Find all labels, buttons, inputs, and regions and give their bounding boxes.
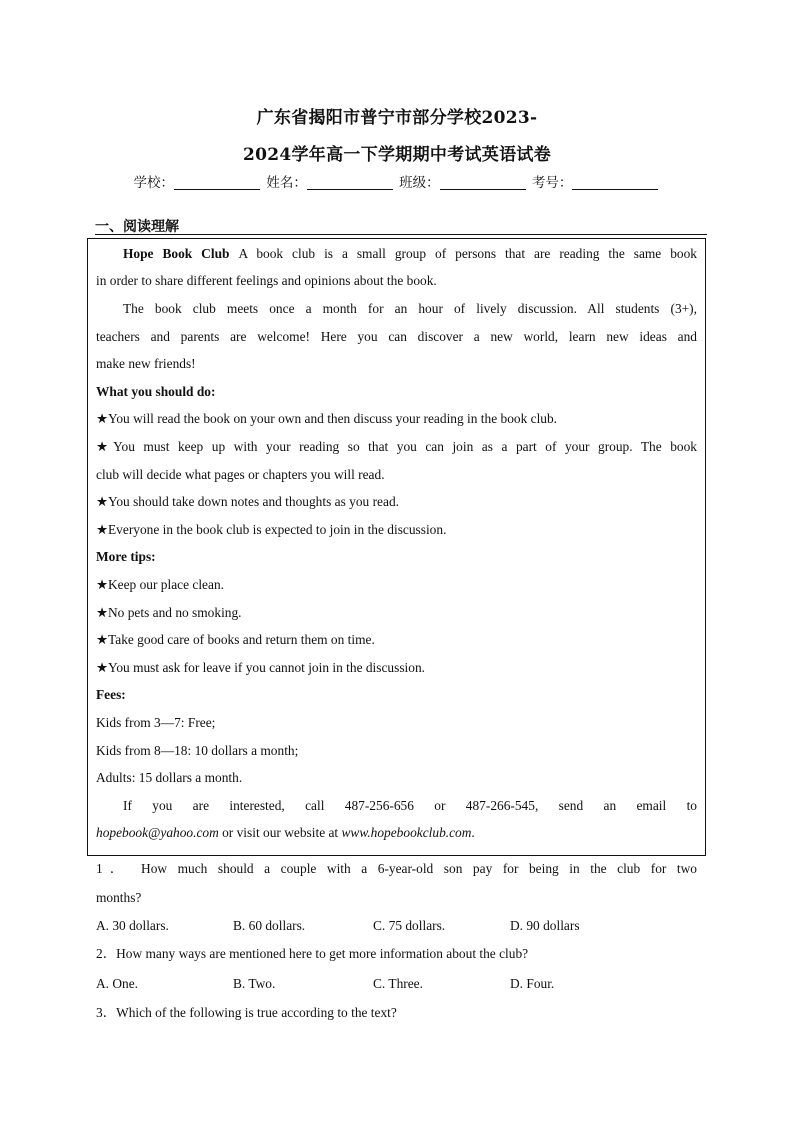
- student-info-row: [0, 171, 794, 191]
- question-1-option-c[interactable]: C. 75 dollars.: [373, 918, 446, 933]
- fee-kids-8-18: Kids from 8—18: 10 dollars a month;: [96, 743, 299, 758]
- do-item-3: ★You should take down notes and thoughts as you read.: [96, 494, 399, 509]
- fee-kids-3-7: Kids from 3—7: Free;: [96, 715, 216, 730]
- name-blank: [307, 175, 393, 190]
- tip-item-1: ★Keep our place clean.: [96, 577, 224, 592]
- tip-item-3: ★Take good care of books and return them on time.: [96, 632, 375, 647]
- question-1-option-d[interactable]: D. 90 dollars: [510, 918, 580, 933]
- exam-number-label: 考号：: [531, 175, 573, 191]
- do-item-2-line-1: ★You must keep up with your reading so that you can join as a part of your group. The book: [96, 439, 697, 454]
- do-item-2-line-2: club will decide what pages or chapters you will read.: [96, 467, 385, 482]
- section-divider: [95, 234, 707, 235]
- question-1-option-a[interactable]: A. 30 dollars.: [96, 918, 169, 933]
- club-website: www.hopebookclub.com: [341, 825, 472, 840]
- question-2-option-a[interactable]: A. One.: [96, 976, 139, 991]
- school-blank: [174, 175, 260, 190]
- club-name: Hope Book Club: [123, 246, 230, 261]
- section-heading: 一、阅读理解: [95, 219, 179, 235]
- passage-p1-line-2: in order to share different feelings and opinions about the book.: [96, 273, 437, 288]
- fee-adults: Adults: 15 dollars a month.: [96, 770, 243, 785]
- question-2-option-b[interactable]: B. Two.: [233, 976, 276, 991]
- passage-p2-line-3: make new friends!: [96, 356, 196, 371]
- question-2-stem: 2．How many ways are mentioned here to get more information about the club?: [96, 946, 529, 961]
- exam-title-line-1: 广东省揭阳市普宁市部分学校2023-: [256, 108, 538, 128]
- class-blank: [440, 175, 526, 190]
- question-1-stem-line-1: 1． How much should a couple with a 6-year-old son pay for being in the club for two: [96, 861, 697, 876]
- school-label: 学校：: [133, 175, 175, 191]
- contact-line-2: hopebook@yahoo.com or visit our website at www.hopebookclub.com.: [96, 825, 475, 840]
- question-1-stem-line-2: months?: [96, 890, 142, 905]
- passage-p2-line-1: The book club meets once a month for an hour of lively discussion. All students (3+),: [123, 301, 697, 316]
- do-item-4: ★Everyone in the book club is expected to join in the discussion.: [96, 522, 447, 537]
- exam-number-blank: [572, 175, 658, 190]
- question-3-stem: 3．Which of the following is true according to the text?: [96, 1005, 397, 1020]
- tips-heading: More tips:: [96, 549, 156, 564]
- tip-item-2: ★No pets and no smoking.: [96, 605, 242, 620]
- exam-title-line-2: 2024学年高一下学期期中考试英语试卷: [242, 145, 551, 165]
- do-item-1: ★You will read the book on your own and then discuss your reading in the book club.: [96, 411, 558, 426]
- question-1-option-b[interactable]: B. 60 dollars.: [233, 918, 306, 933]
- question-2-option-c[interactable]: C. Three.: [373, 976, 423, 991]
- passage-p2-line-2: teachers and parents are welcome! Here you can discover a new world, learn new ideas and: [96, 329, 697, 344]
- tip-item-4: ★You must ask for leave if you cannot join in the discussion.: [96, 660, 426, 675]
- name-label: 姓名：: [266, 175, 307, 191]
- class-label: 班级：: [399, 175, 440, 191]
- do-heading: What you should do:: [96, 384, 216, 399]
- club-email: hopebook@yahoo.com: [96, 825, 219, 840]
- fees-heading: Fees:: [96, 687, 126, 702]
- passage-p1-line-1: Hope Book Club A book club is a small group of persons that are reading the same book: [123, 246, 697, 261]
- contact-line-1: If you are interested, call 487-256-656 or 487-266-545, send an email to: [123, 798, 697, 813]
- question-2-option-d[interactable]: D. Four.: [510, 976, 555, 991]
